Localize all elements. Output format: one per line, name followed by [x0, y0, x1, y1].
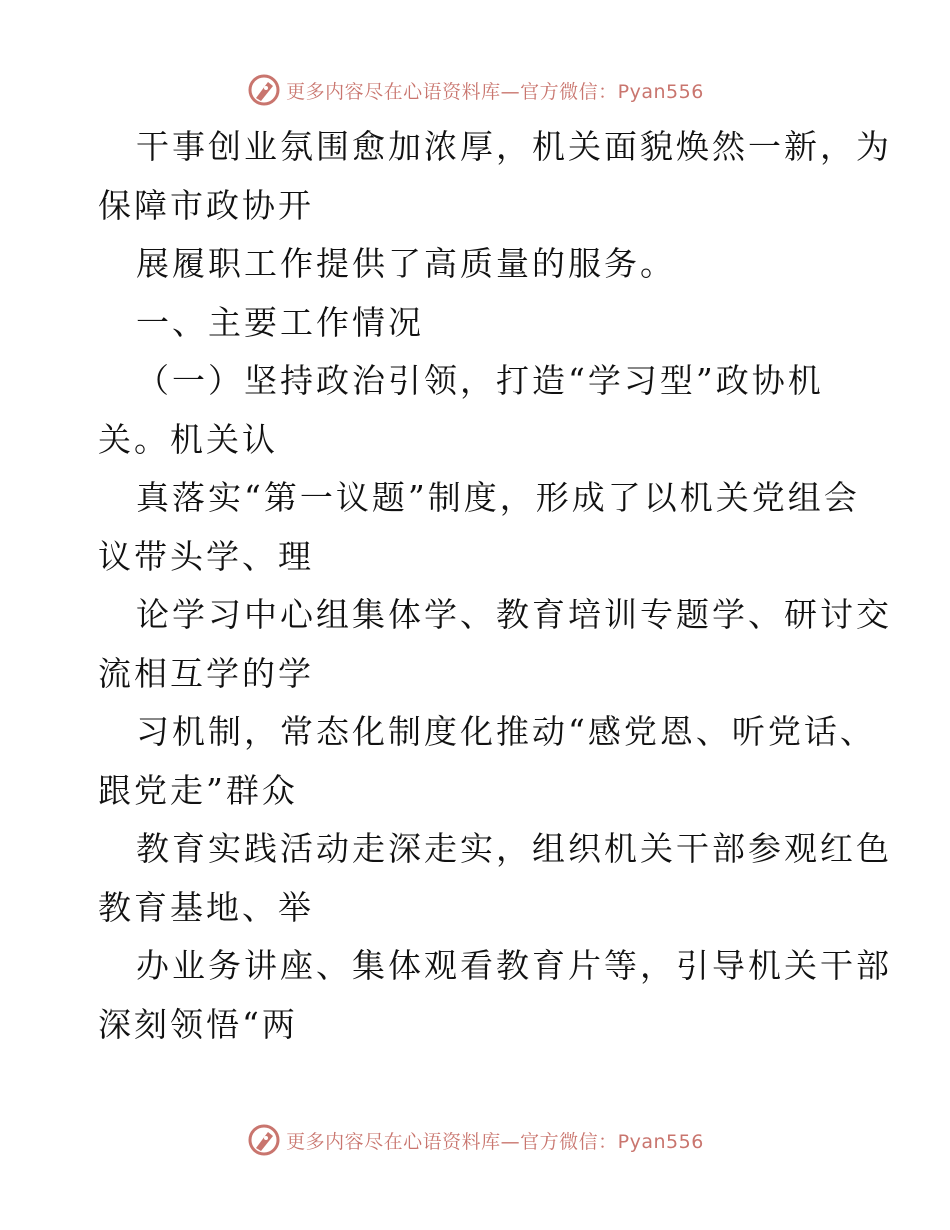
paragraph-2	[98, 235, 858, 294]
paragraph-line: 议带头学、理	[98, 536, 314, 576]
paragraph-line: 真落实“第一议题”制度，形成了以机关党组会	[136, 478, 860, 517]
pen-nib-circle-icon	[246, 72, 282, 108]
heading-line: 一、主要工作情况	[136, 302, 424, 342]
paragraph-line: 习机制，常态化制度化推动“感党恩、听党话、	[136, 712, 876, 751]
paragraph-line: 跟党走”群众	[98, 770, 298, 810]
header-watermark	[0, 70, 950, 110]
paragraph-line: 办业务讲座、集体观看教育片等，引导机关干部	[136, 946, 892, 985]
paragraph-6	[98, 586, 892, 703]
paragraph-line: 论学习中心组集体学、教育培训专题学、研讨交	[136, 595, 892, 634]
document-body	[98, 118, 892, 1054]
paragraph-line: 保障市政协开	[98, 185, 314, 225]
paragraph-line: 教育实践活动走深走实，组织机关干部参观红色	[136, 829, 892, 868]
paragraph-line: （一）坚持政治引领，打造“学习型”政协机	[136, 361, 824, 400]
watermark-text: 更多内容尽在心语资料库—官方微信：Pyan556	[286, 80, 704, 103]
paragraph-8	[98, 820, 892, 937]
paragraph-4	[98, 352, 858, 469]
paragraph-9	[98, 937, 892, 1054]
paragraph-line: 干事创业氛围愈加浓厚，机关面貌焕然一新，为	[136, 127, 892, 166]
paragraph-7	[98, 703, 876, 820]
section-heading	[98, 294, 858, 353]
footer-watermark	[0, 1120, 950, 1160]
pen-nib-circle-icon	[246, 1122, 282, 1158]
paragraph-line: 关。机关认	[98, 419, 278, 459]
paragraph-5	[98, 469, 858, 586]
paragraph-line: 教育基地、举	[98, 887, 314, 927]
paragraph-line: 深刻领悟“两	[98, 1004, 298, 1044]
paragraph-1	[98, 118, 892, 235]
paragraph-line: 流相互学的学	[98, 653, 314, 693]
paragraph-line: 展履职工作提供了高质量的服务。	[136, 244, 676, 283]
watermark-text: 更多内容尽在心语资料库—官方微信：Pyan556	[286, 1130, 704, 1153]
